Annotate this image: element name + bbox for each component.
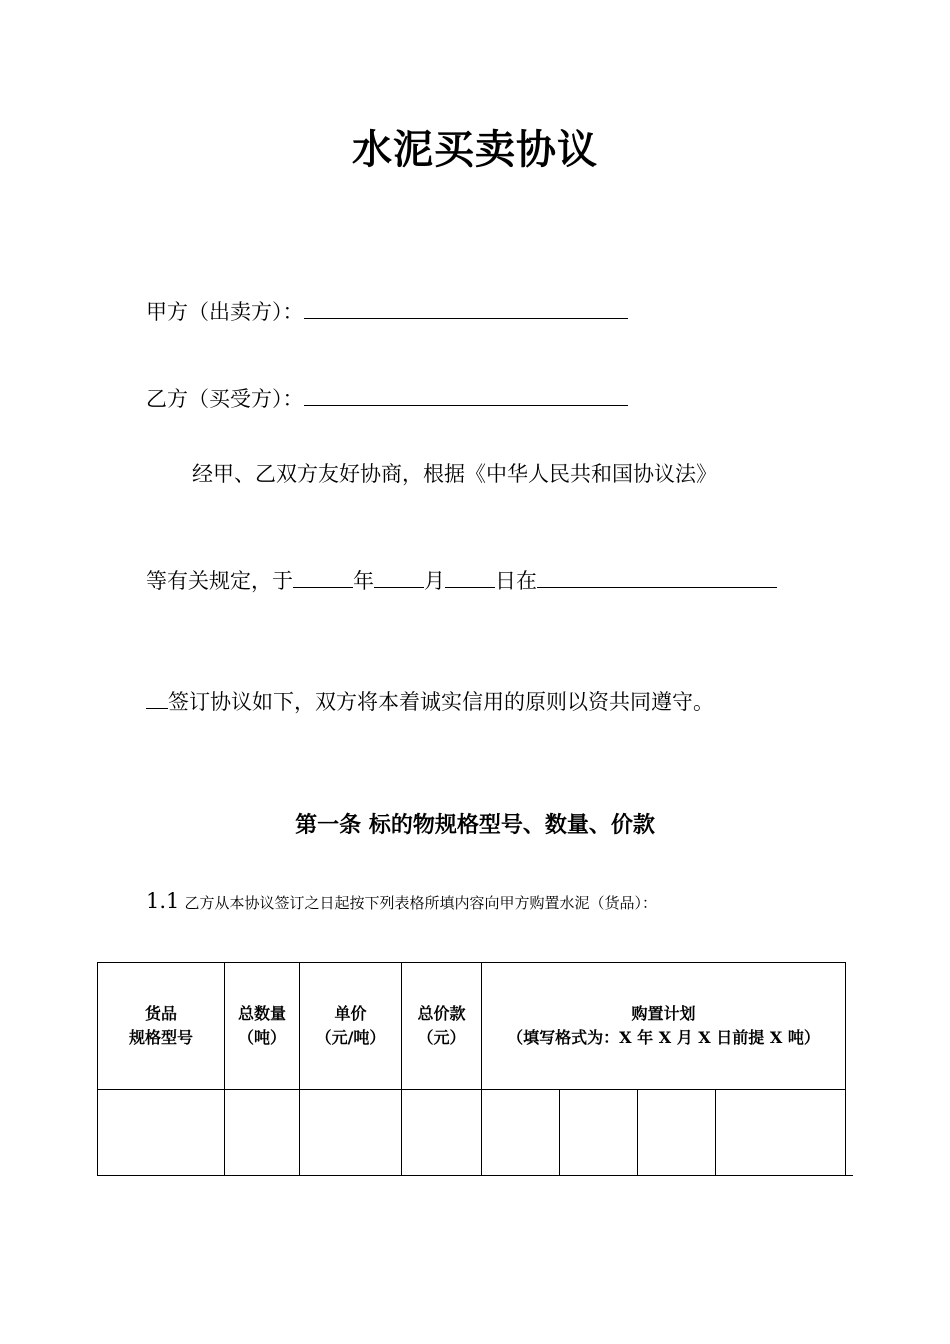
- header-purchase-plan-line1: 购置计划: [631, 1004, 696, 1023]
- day-blank[interactable]: [445, 565, 495, 588]
- table-edge-tick: [843, 1175, 853, 1176]
- intro-line-2: [146, 565, 777, 596]
- month-label: 月: [424, 569, 445, 593]
- intro-suffix: 签订协议如下，双方将本着诚实信用的原则以资共同遵守。: [168, 690, 714, 714]
- cell-total-price[interactable]: [402, 1090, 482, 1176]
- party-a-name-blank[interactable]: [304, 296, 628, 319]
- place-blank[interactable]: [537, 565, 777, 588]
- intro-line-3: [146, 686, 714, 717]
- clause-number: 1.1: [146, 889, 180, 913]
- header-goods-spec-line1: 货品: [144, 1004, 177, 1023]
- header-total-quantity-line2: （吨）: [237, 1028, 286, 1047]
- header-total-quantity: [225, 963, 300, 1090]
- goods-table: [97, 962, 854, 1176]
- day-label: 日在: [495, 569, 537, 593]
- month-blank[interactable]: [374, 565, 424, 588]
- clause-1-1: [146, 886, 657, 918]
- document-title: 水泥买卖协议: [352, 126, 598, 173]
- cell-overflow: [846, 1090, 854, 1176]
- header-total-price: [402, 963, 482, 1090]
- header-total-price-line2: （元）: [417, 1028, 466, 1047]
- header-goods-spec-line2: 规格型号: [128, 1028, 193, 1047]
- cell-plan-1[interactable]: [482, 1090, 560, 1176]
- table-header-row: [98, 963, 854, 1090]
- party-a-label: 甲方（出卖方）：: [146, 300, 304, 324]
- intro-prefix: 等有关规定，于: [146, 569, 293, 593]
- cell-unit-price[interactable]: [300, 1090, 402, 1176]
- party-b-name-blank[interactable]: [304, 383, 628, 406]
- intro-line-1: 经甲、乙双方友好协商，根据《中华人民共和国协议法》: [192, 462, 717, 486]
- header-purchase-plan: [482, 963, 846, 1090]
- section-1-heading: 第一条 标的物规格型号、数量、价款: [295, 812, 655, 838]
- table-row: [98, 1090, 854, 1176]
- year-label: 年: [353, 569, 374, 593]
- header-total-price-line1: 总价款: [417, 1004, 466, 1023]
- clause-text: 乙方从本协议签订之日起按下列表格所填内容向甲方购置水泥（货品）：: [184, 894, 658, 912]
- header-unit-price-line2: （元/吨）: [315, 1028, 386, 1047]
- cell-total-quantity[interactable]: [225, 1090, 300, 1176]
- place-blank-continued[interactable]: [146, 686, 168, 709]
- header-unit-price: [300, 963, 402, 1090]
- header-purchase-plan-line2: （填写格式为：X 年 X 月 X 日前提 X 吨）: [507, 1028, 820, 1047]
- header-goods-spec: [98, 963, 225, 1090]
- cell-plan-4[interactable]: [716, 1090, 846, 1176]
- header-overflow-cell: [846, 963, 854, 1090]
- party-b-label: 乙方（买受方）：: [146, 387, 304, 411]
- cell-goods-spec[interactable]: [98, 1090, 225, 1176]
- party-a-line: [146, 296, 628, 327]
- cell-plan-3[interactable]: [638, 1090, 716, 1176]
- party-b-line: [146, 383, 628, 414]
- header-unit-price-line1: 单价: [334, 1004, 367, 1023]
- year-blank[interactable]: [293, 565, 353, 588]
- header-total-quantity-line1: 总数量: [237, 1004, 286, 1023]
- cell-plan-2[interactable]: [560, 1090, 638, 1176]
